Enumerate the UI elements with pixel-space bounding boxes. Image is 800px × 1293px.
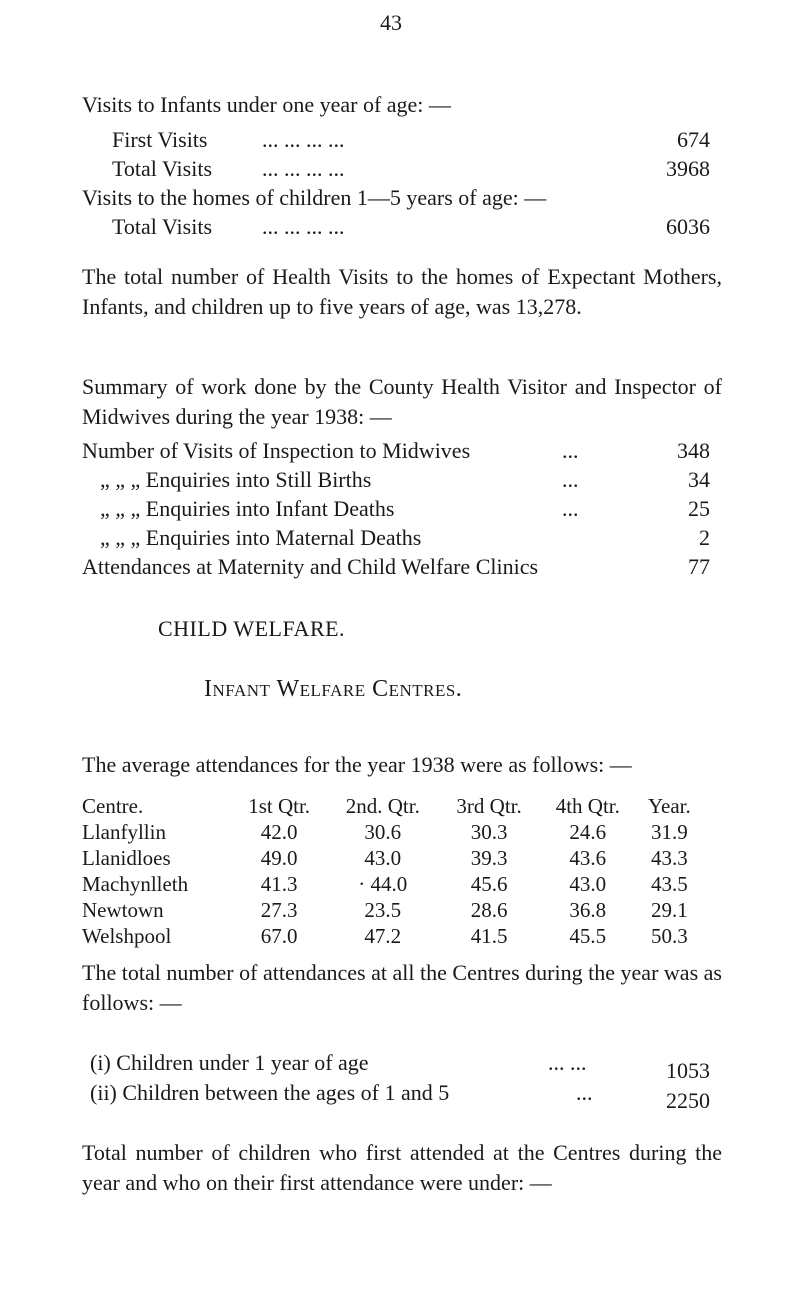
table-cell: 45.6 [470, 871, 508, 896]
row-value: 25 [688, 496, 710, 521]
table-cell: 39.3 [470, 845, 508, 870]
row-value: 34 [688, 467, 710, 492]
row-dots: ... ... [548, 1050, 587, 1075]
table-cell: 41.5 [470, 923, 508, 948]
table-cell: Welshpool [82, 923, 172, 948]
table-header-row [82, 793, 702, 819]
table-row [82, 923, 702, 949]
table-cell: 27.3 [260, 897, 298, 922]
row-dots: ... ... ... ... [262, 127, 345, 152]
row-dots: ... [576, 1080, 593, 1105]
row-label: (ii) Children between the ages of 1 and 5 [90, 1080, 450, 1105]
row-label: „ „ „ Enquiries into Infant Deaths [100, 496, 395, 521]
first-attended-paragraph: Total number of children who first attended at the Centres during the year and who on their first attendance were under: — [82, 1140, 722, 1195]
row-label: Number of Visits of Inspection to Midwives [82, 438, 471, 463]
column-header: 2nd. Qtr. [345, 793, 420, 818]
table-cell: 50.3 [650, 923, 688, 948]
table-cell: 43.0 [569, 871, 607, 896]
column-header: Year. [647, 793, 691, 818]
subsection-title: Infant Welfare Centres. [204, 676, 463, 702]
table-row [82, 819, 702, 845]
table-cell: 30.3 [470, 819, 508, 844]
row-label: Total Visits [112, 214, 213, 239]
column-header: 4th Qtr. [555, 793, 620, 818]
section-title: CHILD WELFARE. [158, 616, 346, 641]
table-cell: 45.5 [569, 923, 607, 948]
row-label: Total Visits [112, 156, 213, 181]
infant-visits-heading: Visits to Infants under one year of age: — [82, 92, 451, 117]
row-dots: ... [562, 496, 579, 521]
row-value: 1053 [666, 1058, 710, 1083]
row-label: First Visits [112, 127, 208, 152]
page-number: 43 [380, 10, 402, 35]
column-header: Centre. [82, 793, 144, 818]
attendance-table [82, 793, 702, 949]
table-cell: 43.6 [569, 845, 607, 870]
row-dots: ... ... ... ... [262, 214, 345, 239]
table-row [82, 845, 702, 871]
table-cell: 23.5 [364, 897, 402, 922]
row-label: Attendances at Maternity and Child Welfare Clinics [82, 554, 539, 579]
table-cell: 67.0 [260, 923, 298, 948]
row-label: (i) Children under 1 year of age [90, 1050, 369, 1075]
row-value: 77 [688, 554, 710, 579]
summary-paragraph: Summary of work done by the County Health Visitor and Inspector of Midwives during the year 1938: — [82, 374, 722, 429]
table-cell: 30.6 [364, 819, 402, 844]
table-cell: 29.1 [650, 897, 688, 922]
row-value: 674 [677, 127, 710, 152]
row-value: 6036 [666, 214, 710, 239]
child-visits-heading: Visits to the homes of children 1—5 years of age: — [82, 185, 547, 210]
row-dots: ... ... ... ... [262, 156, 345, 181]
table-cell: Newtown [82, 897, 164, 922]
total-attendances-paragraph: The total number of attendances at all the Centres during the year was as follows: — [82, 960, 722, 1015]
row-dots: ... [562, 438, 579, 463]
row-value: 2250 [666, 1088, 710, 1113]
row-label: „ „ „ Enquiries into Still Births [100, 467, 372, 492]
table-cell: 36.8 [569, 897, 607, 922]
table-row [82, 897, 702, 923]
total-visits-paragraph: The total number of Health Visits to the homes of Expectant Mothers, Infants, and children up to five years of age, was 13,278. [82, 264, 722, 319]
table-cell: 31.9 [650, 819, 688, 844]
row-label: „ „ „ Enquiries into Maternal Deaths [100, 525, 422, 550]
table-cell: Llanfyllin [82, 819, 166, 844]
table-cell: 28.6 [470, 897, 508, 922]
row-value: 348 [677, 438, 710, 463]
table-cell: 41.3 [260, 871, 298, 896]
table-row [82, 871, 702, 897]
table-cell: · 44.0 [358, 871, 408, 896]
table-cell: 43.3 [650, 845, 688, 870]
table-cell: Machynlleth [82, 871, 189, 896]
column-header: 3rd Qtr. [456, 793, 522, 818]
table-cell: 47.2 [364, 923, 402, 948]
table-cell: 24.6 [569, 819, 607, 844]
table-cell: 43.5 [650, 871, 688, 896]
row-dots: ... [562, 467, 579, 492]
table-cell: Llanidloes [82, 845, 171, 870]
row-value: 2 [699, 525, 710, 550]
table-cell: 43.0 [364, 845, 402, 870]
average-intro: The average attendances for the year 1938 were as follows: — [82, 752, 632, 777]
column-header: 1st Qtr. [248, 793, 311, 818]
table-cell: 42.0 [260, 819, 298, 844]
table-cell: 49.0 [260, 845, 298, 870]
row-value: 3968 [666, 156, 710, 181]
